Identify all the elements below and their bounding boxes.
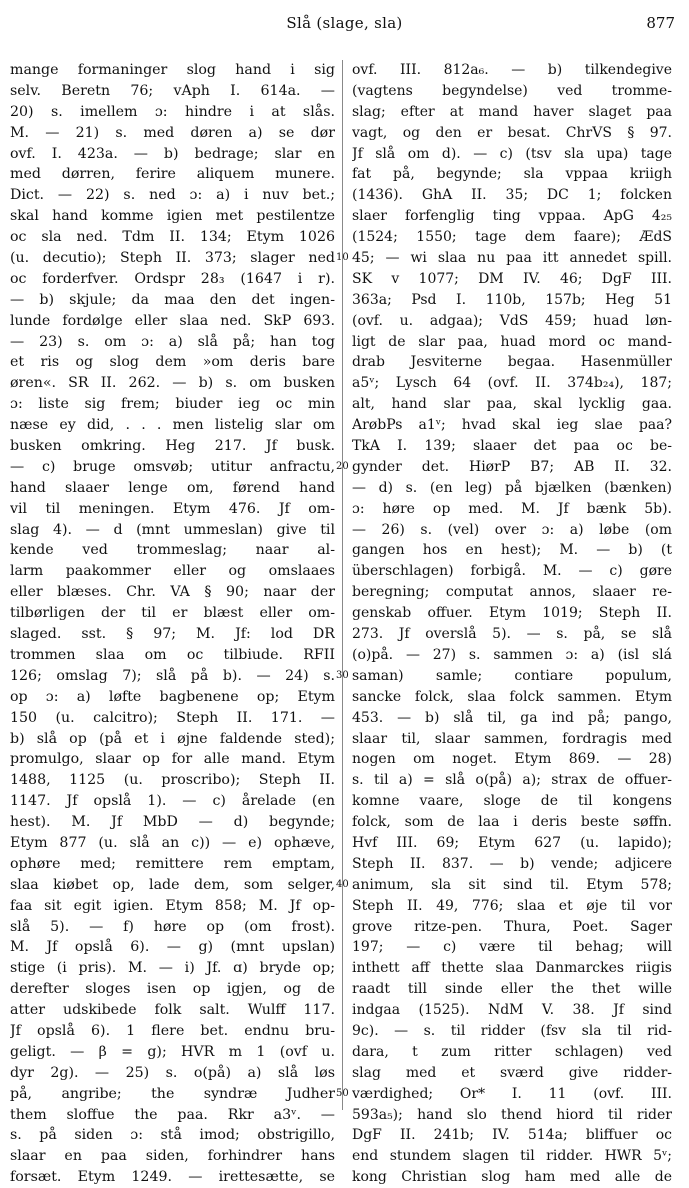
text-line: med dørren, ferire aliquem munere. (10, 166, 335, 183)
text-line: (u. decutio); Steph II. 373; slager ned (10, 250, 335, 267)
text-line: forsæt. Etym 1249. — irettesætte, se (10, 1169, 335, 1186)
text-line: op ɔ: a) løfte bagbenene op; Etym (10, 688, 335, 705)
text-line: trommen slaa om oc tilbiude. RFII (10, 646, 335, 663)
text-line: — d) s. (en leg) på bjælken (bænken) (352, 479, 672, 496)
text-line: ArøbPs a1ᵛ; hvad skal ieg slae paa? (352, 417, 672, 434)
text-line: überschlagen) forbigå. M. — c) gøre (352, 563, 672, 580)
text-line: faa sit egit igien. Etym 858; M. Jf op- (10, 897, 335, 914)
text-line: them sloffue the paa. Rkr a3ᵛ. — (10, 1106, 335, 1123)
text-line: (vagtens begyndelse) ved tromme- (352, 82, 672, 99)
text-line: Jf opslå 6). 1 flere bet. endnu bru- (10, 1022, 335, 1039)
text-line: slå 5). — f) høre op (om frost). (10, 918, 335, 935)
text-line: geligt. — β = g); HVR m 1 (ovf u. (10, 1043, 335, 1060)
text-line: genskab offuer. Etym 1019; Steph II. (352, 605, 672, 622)
text-line: — 26) s. (vel) over ɔ: a) løbe (om (352, 521, 672, 538)
text-line: 273. Jf overslå 5). — s. på, se slå (352, 626, 672, 643)
text-line: s. på siden ɔ: stå imod; obstrigillo, (10, 1127, 335, 1144)
text-line: derefter sloges isen op igjen, og de (10, 981, 335, 998)
text-line: slaar en paa siden, forhindrer hans (10, 1148, 335, 1165)
text-line: 9c). — s. til ridder (fsv sla til rid- (352, 1022, 672, 1039)
text-line: DgF II. 241b; IV. 514a; bliffuer oc (352, 1127, 672, 1144)
text-line: dyr 2g). — 25) s. o(på) a) slå løs (10, 1064, 335, 1081)
text-line: saman) samle; contiare populum, (352, 667, 672, 684)
left-column (10, 60, 335, 1188)
text-line: (o)på. — 27) s. sammen ɔ: a) (isl slá (352, 646, 672, 663)
text-line: oc forderfver. Ordspr 28₃ (1647 i r). (10, 270, 335, 287)
text-line: 126; omslag 7); slå på b). — 24) s. (10, 667, 335, 684)
text-line: dara, t zum ritter schlagen) ved (352, 1043, 672, 1060)
text-line: komne vaare, sloge de til kongens (352, 793, 672, 810)
text-line: animum, sla sit sind til. Etym 578; (352, 876, 672, 893)
text-line: hand slaaer lenge om, førend hand (10, 479, 335, 496)
text-line: busken omkring. Heg 217. Jf busk. (10, 438, 335, 455)
text-line: skal hand komme igien met pestilentze (10, 208, 335, 225)
text-line: 363a; Psd I. 110b, 157b; Heg 51 (352, 291, 672, 308)
text-line: slag 4). — d (mnt ummeslan) give til (10, 521, 335, 538)
column-divider (342, 60, 343, 1110)
text-line: Dict. — 22) s. ned ɔ: a) i nuv bet.; (10, 187, 335, 204)
text-line: vil til meningen. Etym 476. Jf om- (10, 500, 335, 517)
text-line: TkA I. 139; slaaer det paa oc be- (352, 438, 672, 455)
text-line: drab Jesviterne begaa. Hasenmüller (352, 354, 672, 371)
text-line: 1488, 1125 (u. proscribo); Steph II. (10, 772, 335, 789)
text-line: (1436). GhA II. 35; DC 1; folcken (352, 187, 672, 204)
text-line: ɔ: liste sig frem; biuder ieg oc min (10, 396, 335, 413)
text-line: slaa kiøbet op, lade dem, som selger, (10, 876, 335, 893)
running-head: Slå (slage, sla) (286, 14, 403, 32)
text-line: 20) s. imellem ɔ: hindre i at slås. (10, 103, 335, 120)
text-line: — 23) s. om ɔ: a) slå på; han tog (10, 333, 335, 350)
text-line: ligt de slar paa, huad mord oc mand- (352, 333, 672, 350)
text-line: grove ritze-pen. Thura, Poet. Sager (352, 918, 672, 935)
text-line: næse ey did, . . . men listelig slar om (10, 417, 335, 434)
text-line: oc sla ned. Tdm II. 134; Etym 1026 (10, 229, 335, 246)
text-line: slag; efter at mand haver slaget paa (352, 103, 672, 120)
text-line: s. til a) = slå o(på) a); strax de offuer- (352, 772, 672, 789)
text-line: slaer forfenglig ting vppaa. ApG 4₂₅ (352, 208, 672, 225)
text-line: raadt till sinde eller the thet wille (352, 981, 672, 998)
text-line: ɔ: høre op med. M. Jf bænk 5b). (352, 500, 672, 517)
text-line: M. Jf opslå 6). — g) (mnt upslan) (10, 939, 335, 956)
text-line: på, angribe; the syndræ Judher (10, 1085, 335, 1102)
text-line: beregning; computat annos, slaaer re- (352, 584, 672, 601)
text-line: slag med et sværd give ridder- (352, 1064, 672, 1081)
text-line: fat på, begynde; sla vppaa kriigh (352, 166, 672, 183)
text-line: værdighed; Or* I. 11 (ovf. III. (352, 1085, 672, 1102)
line-number: 30 (336, 670, 349, 682)
text-line: atter udskibede folk salt. Wulff 117. (10, 1002, 335, 1019)
text-line: indgaa (1525). NdM V. 38. Jf sind (352, 1002, 672, 1019)
text-line: 150 (u. calcitro); Steph II. 171. — (10, 709, 335, 726)
line-number: 20 (336, 461, 349, 473)
text-line: 45; — wi slaa nu paa itt annedet spill. (352, 250, 672, 267)
text-line: SK v 1077; DM IV. 46; DgF III. (352, 270, 672, 287)
line-number: 50 (336, 1088, 349, 1100)
text-line: M. — 21) s. med døren a) se dør (10, 124, 335, 141)
text-line: (ovf. u. adgaa); VdS 459; huad løn- (352, 312, 672, 329)
page-header (0, 14, 689, 36)
text-line: inthett aff thette slaa Danmarckes riigis (352, 960, 672, 977)
text-line: ophøre med; remittere rem emptam, (10, 855, 335, 872)
text-line: eller blæses. Chr. VA § 90; naar der (10, 584, 335, 601)
page-number: 877 (646, 14, 675, 32)
text-line: nogen om noget. Etym 869. — 28) (352, 751, 672, 768)
text-line: alt, hand slar paa, skal lycklig gaa. (352, 396, 672, 413)
text-line: tilbørligen der til er blæst eller om- (10, 605, 335, 622)
text-line: gynder det. HiørP B7; AB II. 32. (352, 458, 672, 475)
text-line: sancke folck, slaa folck sammen. Etym (352, 688, 672, 705)
text-line: 1147. Jf opslå 1). — c) årelade (en (10, 793, 335, 810)
text-line: mange formaninger slog hand i sig (10, 62, 335, 78)
text-line: end stundem slagen til ridder. HWR 5ᵛ; (352, 1148, 672, 1165)
text-line: larm paakommer eller og omslaaes (10, 563, 335, 580)
text-line: vagt, og den er besat. ChrVS § 97. (352, 124, 672, 141)
line-number: 10 (336, 252, 349, 264)
text-line: stige (i pris). M. — i) Jf. ɑ) bryde op; (10, 960, 335, 977)
text-line: Jf slå om d). — c) (tsv sla upa) tage (352, 145, 672, 162)
text-line: kende ved trommeslag; naar al- (10, 542, 335, 559)
text-line: gangen hos en hest); M. — b) (t (352, 542, 672, 559)
text-line: 593a₅); hand slo thend hiord til rider (352, 1106, 672, 1123)
text-line: 453. — b) slå til, ga ind på; pango, (352, 709, 672, 726)
text-line: a5ᵛ; Lysch 64 (ovf. II. 374b₂₄), 187; (352, 375, 672, 392)
text-line: Hvf III. 69; Etym 627 (u. lapido); (352, 834, 672, 851)
text-line: ovf. I. 423a. — b) bedrage; slar en (10, 145, 335, 162)
text-line: slaar til, slaar sammen, fordragis med (352, 730, 672, 747)
text-line: Etym 877 (u. slå an c)) — e) ophæve, (10, 834, 335, 851)
text-line: 197; — c) være til behag; will (352, 939, 672, 956)
text-line: promulgo, slaar op for alle mand. Etym (10, 751, 335, 768)
text-line: kong Christian slog ham med alle de (352, 1169, 672, 1186)
text-line: et ris og slog dem »om deris bare (10, 354, 335, 371)
text-line: selv. Beretn 76; vAph I. 614a. — (10, 82, 335, 99)
text-line: lunde fordølge eller slaa ned. SkP 693. (10, 312, 335, 329)
text-line: slaged. sst. § 97; M. Jf: lod DR (10, 626, 335, 643)
text-line: ovf. III. 812a₆. — b) tilkendegive (352, 62, 672, 78)
text-line: — b) skjule; da maa den det ingen- (10, 291, 335, 308)
text-line: Steph II. 49, 776; slaa et øje til vor (352, 897, 672, 914)
text-line: b) slå op (på et i øjne faldende sted); (10, 730, 335, 747)
right-column (352, 60, 672, 1188)
text-line: (1524; 1550; tage dem faare); ÆdS (352, 229, 672, 246)
text-line: — c) bruge omsvøb; utitur anfractu, (10, 458, 335, 475)
text-line: øren«. SR II. 262. — b) s. om busken (10, 375, 335, 392)
text-line: folck, som de laa i deris beste søffn. (352, 814, 672, 831)
text-line: Steph II. 837. — b) vende; adjicere (352, 855, 672, 872)
line-number: 40 (336, 879, 349, 891)
text-line: hest). M. Jf MbD — d) begynde; (10, 814, 335, 831)
